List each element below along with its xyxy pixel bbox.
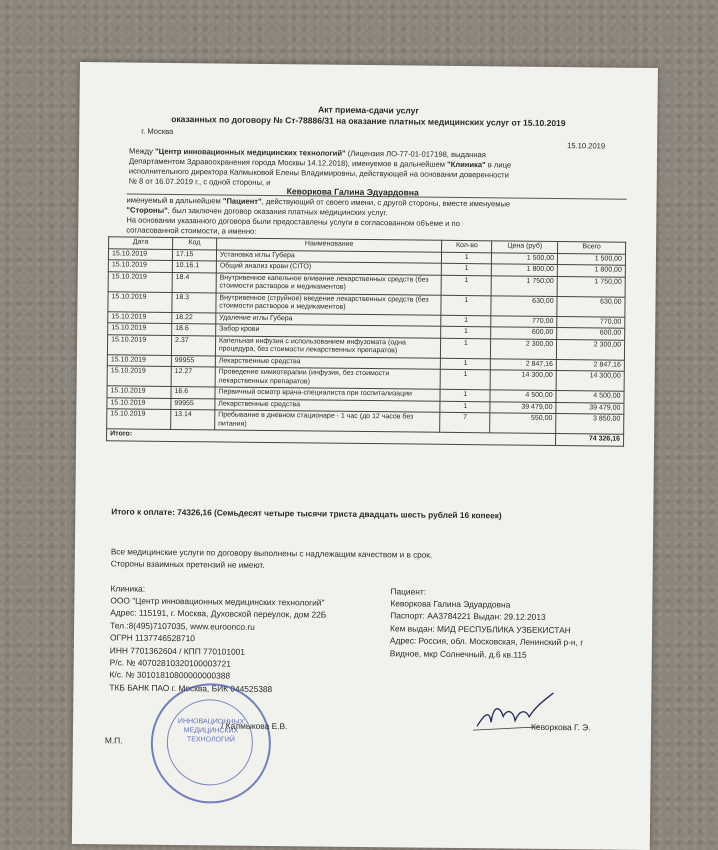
- code-cell: 18.4: [172, 272, 216, 292]
- total-cell: 1 750,00: [557, 276, 625, 297]
- clinic-line: К/с. № 30101810800000000388: [109, 669, 231, 682]
- code-cell: 17.15: [172, 249, 216, 261]
- completion-statement: Все медицинские услуги по договору выполнены с надлежащим качеством и в срок.: [110, 547, 433, 560]
- document-subtitle: оказанных по договору № Ст-78886/31 на оказание платных медицинских услуг от 15.10.2019: [171, 113, 566, 129]
- name-cell: Забор крови: [216, 324, 442, 338]
- name-cell: Внутривенное капельное вливание лекарственных средств (без стоимости растворов и медикаментов): [216, 272, 442, 294]
- patient-line: Адрес: Россия, обл. Московская, Ленинский р-н, г: [389, 635, 584, 648]
- column-header: Наименование: [216, 238, 442, 252]
- code-cell: 99955: [171, 398, 215, 410]
- parties-label-bold: "Стороны": [126, 205, 168, 215]
- intro-line-4: № 8 от 16.07.2019 г., с одной стороны, и: [128, 176, 271, 188]
- name-cell: Внутривенное (струйное) введение лекарственных средств (без стоимости растворов и медикаментов): [216, 292, 442, 314]
- qty-cell: 1: [440, 369, 490, 390]
- intro-line-7: На основании указанного договора были предоставлены услуги в согласованном объеме и по: [126, 215, 460, 228]
- intro-text: именуемый в дальнейшем: [126, 195, 223, 206]
- clinic-line: Адрес: 115191, г. Москва, Духовской переулок, дом 22Б: [110, 607, 327, 621]
- clinic-line: ТКБ БАНК ПАО г. Москва, БИК 044525388: [109, 682, 273, 694]
- date-cell: 15.10.2019: [107, 386, 171, 398]
- clinic-line: ООО "Центр инновационных медицинских технологий": [110, 595, 325, 608]
- clinic-line: ОГРН 1137746528710: [109, 632, 195, 644]
- document-title: Акт приема-сдачи услуг: [318, 104, 419, 116]
- price-cell: 600,00: [491, 327, 557, 339]
- name-cell: Лекарственные средства: [215, 355, 441, 369]
- total-cell: 600,00: [557, 328, 625, 340]
- price-cell: 39 479,00: [490, 401, 556, 413]
- column-header: Кол-во: [442, 240, 492, 252]
- clinic-line: Р/с. № 40702810320100003721: [109, 657, 231, 669]
- price-cell: 1 500,00: [492, 252, 558, 264]
- intro-text: (Лицензия ЛО-77-01-017198, выданная: [345, 148, 486, 160]
- qty-cell: 1: [441, 326, 491, 338]
- column-header: Код: [172, 237, 216, 249]
- code-cell: 2.37: [171, 335, 215, 355]
- patient-signer: Кеворкова Г. Э.: [531, 721, 591, 733]
- patient-name-heading: Кеворкова Галина Эдуардовна: [286, 186, 419, 198]
- date-cell: 15.10.2019: [108, 248, 172, 260]
- name-cell: Капельная инфузия с использованием инфузомата (одна процедура, без стоимости лекарственных препаратов): [215, 335, 441, 357]
- intro-text: Между: [129, 146, 156, 156]
- price-cell: 550,00: [490, 413, 556, 434]
- clinic-signer: / Калмыкова Е.В.: [221, 720, 288, 732]
- patient-label-bold: "Пациент": [222, 196, 262, 206]
- price-cell: 2 300,00: [491, 338, 557, 359]
- column-header: Цена (руб): [492, 241, 558, 253]
- amount-due: Итого к оплате: 74326,16 (Семьдесят четыре тысячи триста двадцать шесть рублей 16 копеек): [111, 506, 502, 521]
- price-cell: 1 800,00: [492, 264, 558, 276]
- price-cell: 630,00: [491, 295, 557, 316]
- total-cell: 4 500,00: [556, 391, 624, 403]
- code-cell: 16.6: [171, 386, 215, 398]
- clinic-label-bold: "Клиника": [447, 159, 486, 170]
- name-cell: Удаление иглы Губера: [216, 312, 442, 326]
- date-cell: 15.10.2019: [108, 260, 172, 272]
- column-header: Дата: [109, 237, 173, 249]
- clinic-stamp: [150, 683, 271, 804]
- qty-cell: 1: [441, 315, 491, 327]
- total-cell: 1 500,00: [557, 253, 625, 265]
- clinic-heading: Клиника:: [110, 583, 146, 594]
- patient-line: Кем выдан: МИД РЕСПУБЛИКА УЗБЕКИСТАН: [390, 623, 571, 635]
- date-cell: 15.10.2019: [108, 291, 172, 312]
- intro-text: , был заключен договор оказания платных медицинских услуг.: [167, 205, 388, 218]
- price-cell: 1 750,00: [491, 275, 557, 296]
- no-claims-statement: Стороны взаимных претензий не имеют.: [110, 559, 265, 570]
- qty-cell: 1: [441, 338, 491, 359]
- total-cell: 2 300,00: [557, 339, 625, 360]
- qty-cell: 1: [441, 275, 491, 296]
- total-value: 74 326,16: [556, 434, 624, 446]
- intro-line-8: согласованной стоимости, а именно:: [126, 225, 257, 236]
- clinic-line: Тел.:8(495)7107035, www.euroonco.ru: [110, 620, 255, 632]
- qty-cell: 1: [440, 401, 490, 413]
- clinic-name-bold: "Центр инновационных медицинских технологий": [154, 146, 346, 158]
- name-cell: Общий анализ крови (CITO): [216, 261, 442, 275]
- name-cell: Проведение химиотерапии (инфузия, без стоимости лекарственных препаратов): [215, 367, 441, 389]
- patient-requisites: [390, 597, 653, 662]
- code-cell: 18.6: [172, 323, 216, 335]
- name-cell: Установка иглы Губера: [216, 249, 442, 263]
- patient-line: Кеворкова Галина Эдуардовна: [390, 598, 511, 610]
- price-cell: 770,00: [491, 315, 557, 327]
- total-label: Итого:: [107, 429, 556, 445]
- qty-cell: 1: [442, 263, 492, 275]
- date-cell: 15.10.2019: [108, 271, 172, 292]
- date-cell: 15.10.2019: [107, 334, 171, 355]
- name-cell: Пребывание в дневном стационаре - 1 час (до 12 часов без питания): [215, 410, 441, 432]
- column-header: Всего: [558, 242, 626, 254]
- clinic-line: ИНН 7701362604 / КПП 770101001: [109, 644, 246, 657]
- qty-cell: 1: [441, 358, 491, 370]
- qty-cell: 1: [441, 295, 491, 316]
- patient-line: Паспорт: АА3784221 Выдан: 29.12.2013: [390, 610, 546, 623]
- date-cell: 15.10.2019: [108, 323, 172, 335]
- price-cell: 14 300,00: [490, 370, 556, 391]
- date-cell: 15.10.2019: [108, 311, 172, 323]
- act-document: [72, 62, 658, 850]
- total-cell: 770,00: [557, 316, 625, 328]
- intro-line-3: исполнительного директора Калмыковой Елены Владимировны, действующей на основании доверенности: [128, 166, 509, 180]
- total-cell: 630,00: [557, 296, 625, 317]
- document-date: 15.10.2019: [567, 141, 606, 151]
- qty-cell: 1: [442, 252, 492, 264]
- date-cell: 15.10.2019: [107, 397, 171, 409]
- code-cell: 10.16.1: [172, 260, 216, 272]
- date-cell: 15.10.2019: [107, 366, 171, 387]
- intro-text: , действующий от своего имени, с другой стороны, вместе именуемые: [261, 196, 511, 209]
- intro-text: Департаментом Здравоохранения города Москвы 14.12.2018), именуемое в дальнейшем: [128, 156, 448, 169]
- qty-cell: 1: [440, 389, 490, 401]
- clinic-requisites: [109, 594, 400, 696]
- code-cell: 18.3: [172, 292, 216, 312]
- total-cell: 39 479,00: [556, 402, 624, 414]
- date-cell: 15.10.2019: [107, 409, 171, 430]
- code-cell: 13.14: [171, 409, 215, 429]
- total-cell: 3 850,00: [556, 414, 624, 435]
- mp-label: М.П.: [104, 735, 123, 746]
- name-cell: Первичный осмотр врача-специалиста при госпитализации: [215, 387, 441, 401]
- services-table: [106, 236, 626, 446]
- date-cell: 15.10.2019: [107, 354, 171, 366]
- total-cell: 14 300,00: [556, 371, 624, 392]
- code-cell: 99955: [171, 355, 215, 367]
- total-cell: 2 847,16: [556, 359, 624, 371]
- price-cell: 2 847,16: [491, 358, 557, 370]
- total-cell: 1 800,00: [557, 265, 625, 277]
- qty-cell: 7: [440, 412, 490, 433]
- patient-line: Видное, мкр Солнечный, д.6 кв.115: [389, 647, 527, 660]
- stamp-text: ИННОВАЦИОННЫХ МЕДИЦИНСКИХ ТЕХНОЛОГИЙ: [177, 718, 245, 744]
- price-cell: 4 500,00: [490, 390, 556, 402]
- code-cell: 12.27: [171, 366, 215, 386]
- code-cell: 18.22: [172, 312, 216, 324]
- city: г. Москва: [141, 126, 174, 136]
- patient-heading: Пациент:: [390, 586, 427, 597]
- name-cell: Лекарственные средства: [215, 398, 441, 412]
- intro-text: в лице: [485, 160, 512, 170]
